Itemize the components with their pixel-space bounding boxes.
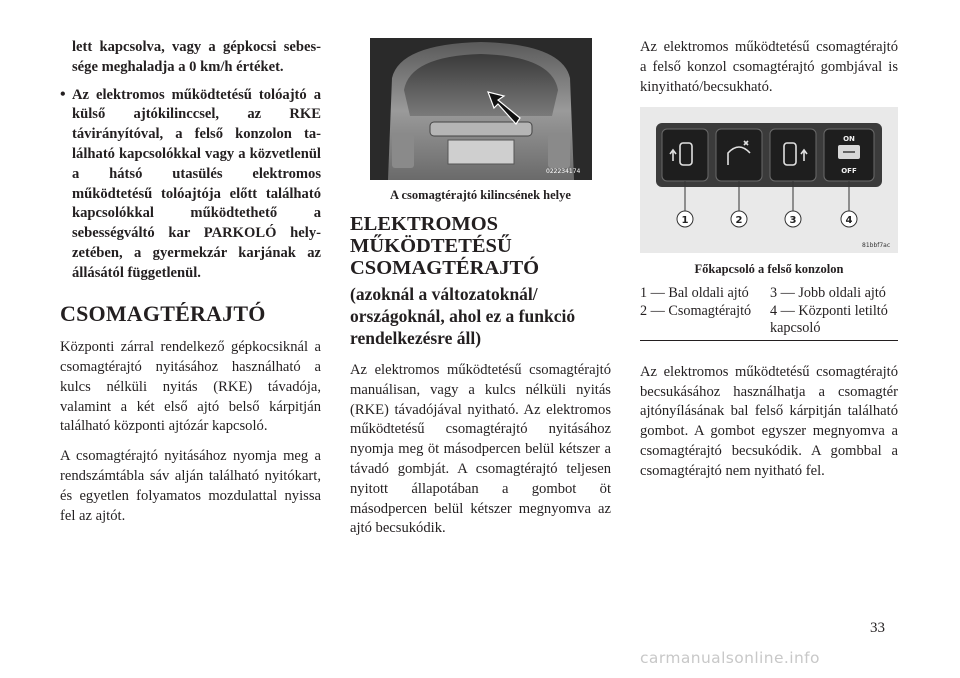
liftgate-handle-figure bbox=[370, 38, 592, 180]
section-heading-elektromos-csomagterajto: ELEKTROMOS MŰKÖDTETÉSŰ CSOMAGTÉRAJTÓ bbox=[350, 213, 540, 279]
paragraph: Az elektromos működtetésű csomagtérajtó a felső konzol csomagtérajtó gombjával is kinyitható/becsukható. bbox=[640, 39, 898, 95]
callout-4 bbox=[841, 211, 857, 227]
legend-item-2: 2 — Csomagtérajtó bbox=[640, 302, 752, 319]
page-number: 33 bbox=[870, 620, 885, 636]
column-right bbox=[640, 38, 898, 482]
legend-item-4: 4 — Központi letiltó kapcsoló bbox=[770, 302, 888, 337]
watermark: carmanualsonline.info bbox=[640, 649, 820, 667]
callout-3 bbox=[785, 211, 801, 227]
paragraph: Az elektromos működtetésű csomagtérajtó becsukásához használhatja a csomagtér ajtónyílásának bal felső kárpitján található gombot. A gombot egyszer megnyomva a csomagtérajtó becsukódik. A gombbal a csomagtérajtó nem nyitható fel. bbox=[640, 363, 898, 479]
callout-2 bbox=[731, 211, 747, 227]
figure-code: 022234174 bbox=[546, 168, 581, 175]
section-heading-csomagterajto: CSOMAGTÉRAJTÓ bbox=[60, 300, 266, 326]
figure-caption: Főkapcsoló a felső konzolon bbox=[694, 262, 844, 277]
overhead-console-illustration bbox=[640, 107, 898, 253]
paragraph: Központi zárral rendelkező gépkocsiknál a csomagtérajtó nyitásához használható a kulcs nélküli nyitás (RKE) távadója, valamint a két első ajtó belső kárpitján található központi ajtózár kapcsoló. bbox=[60, 339, 321, 435]
overhead-console-figure bbox=[640, 107, 898, 253]
bullet-text: Az elektromos működtetésű tolóajtó a külső ajtókilinccsel, az RKE távirányítóval, a felső konzolon található kapcsolókkal vagy a közvetlenül a hátsó utasülés elektromos működtetésű tolóajtója előtt található kapcsolókkal működtethető a sebességváltó kar PARKOLÓ helyzetében, a gyermekzár karjának az állásától függetlenül. bbox=[72, 86, 321, 281]
bullet-item bbox=[60, 86, 321, 284]
switch-legend bbox=[640, 285, 898, 341]
paragraph: A csomagtérajtó nyitásához nyomja meg a rendszámtábla sáv alján található nyitókart, és egyetlen folyamatos mozdulattal nyissa fel az ajtót. bbox=[60, 448, 321, 524]
column-left bbox=[60, 38, 321, 526]
legend-item-3: 3 — Jobb oldali ajtó bbox=[770, 285, 886, 302]
bullet-dot: • bbox=[60, 85, 66, 103]
figure-code: 81bbf7ac bbox=[862, 242, 891, 250]
section-subheading: (azoknál a változatoknál/ országoknál, ahol ez a funkció rendelkezésre áll) bbox=[350, 284, 576, 348]
switch-off-label: OFF bbox=[841, 167, 857, 176]
continued-bullet-text: lett kapcsolva, vagy a gépkocsi sebessége meghaladja a 0 km/h értéket. bbox=[72, 39, 321, 75]
switch-on-label: ON bbox=[843, 135, 855, 144]
callout-1 bbox=[677, 211, 693, 227]
svg-text:1: 1 bbox=[681, 215, 689, 227]
svg-text:2: 2 bbox=[735, 215, 743, 227]
figure-caption: A csomagtérajtó kilincsének helye bbox=[390, 188, 571, 202]
paragraph: Az elektromos működtetésű csomagtérajtó manuálisan, vagy a kulcs nélküli nyitás (RKE) távadójával nyitható. Az elektromos működtetésű csomagtérajtó nyitásához nyomja meg öt másodpercen belül kétszer a távadó gombját. A csomagtérajtó teljesen nyitott állapotában a gombot öt másodpercen belül kétszer megnyomva az ajtó becsukódik. bbox=[350, 362, 611, 537]
liftgate-handle-illustration bbox=[370, 38, 592, 180]
svg-text:4: 4 bbox=[845, 215, 853, 227]
column-middle bbox=[350, 38, 611, 539]
legend-item-1: 1 — Bal oldali ajtó bbox=[640, 285, 749, 302]
svg-text:3: 3 bbox=[789, 215, 797, 227]
